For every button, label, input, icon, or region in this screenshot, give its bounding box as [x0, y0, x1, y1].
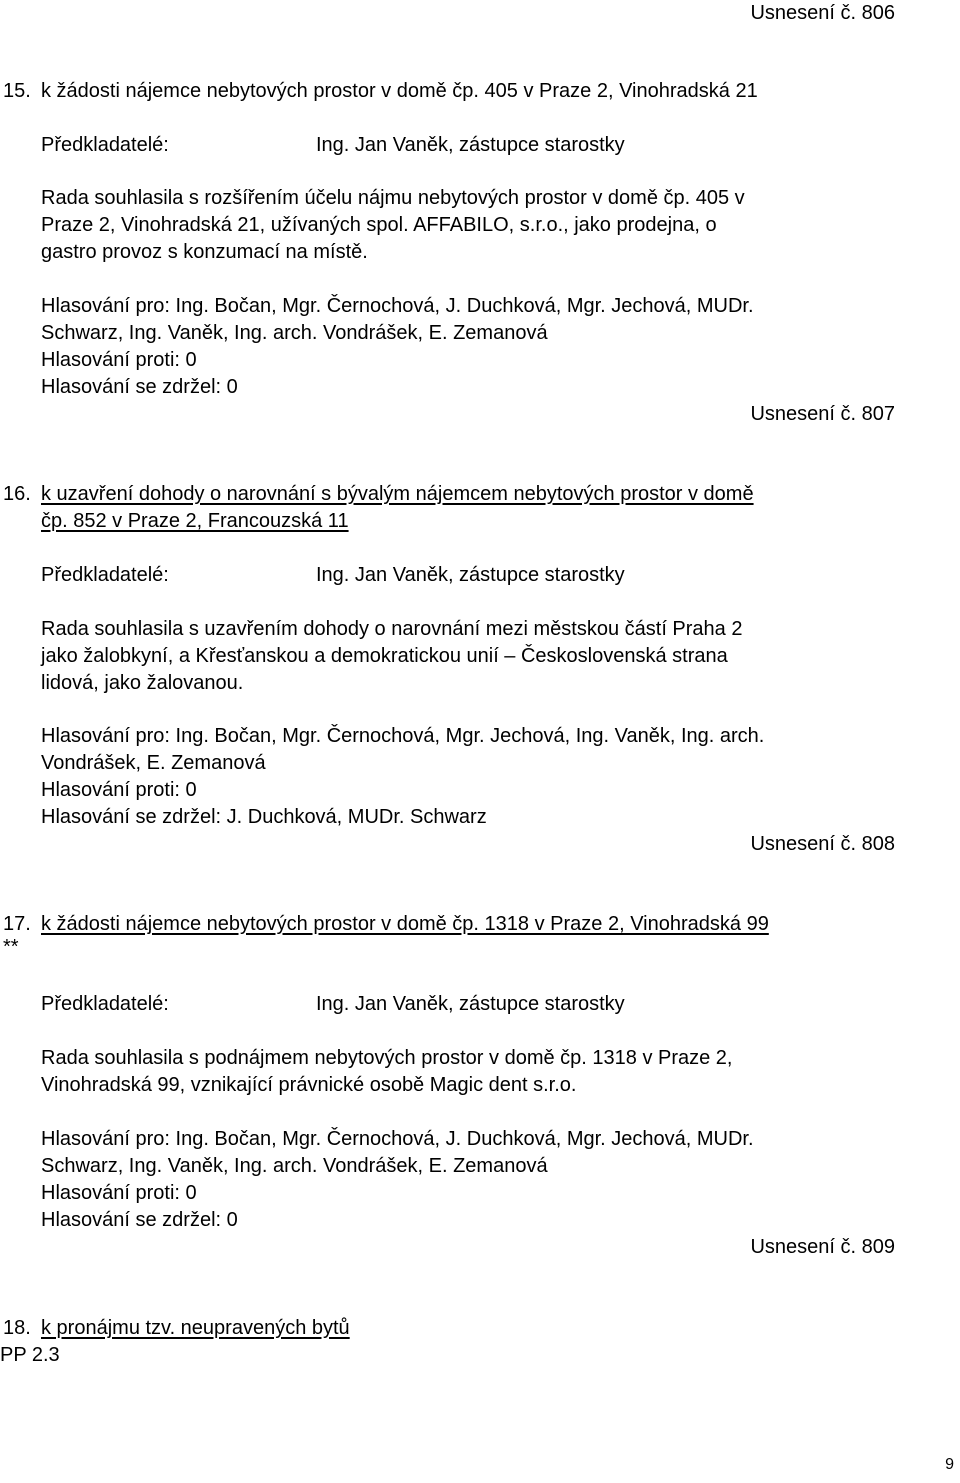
vote-line: Hlasování pro: Ing. Bočan, Mgr. Černochová, Mgr. Jechová, Ing. Vaněk, Ing. arch. [41, 725, 765, 747]
vote-line: Hlasování proti: 0 [41, 779, 197, 801]
resolution-text-line: Vinohradská 99, vznikající právnické osobě Magic dent s.r.o. [41, 1074, 577, 1096]
resolution-number-806: Usnesení č. 806 [750, 2, 895, 24]
item-code: PP 2.3 [0, 1344, 60, 1366]
item-title-16-cont: čp. 852 v Praze 2, Francouzská 11 [41, 510, 349, 532]
presenter-label: Předkladatelé: [41, 993, 169, 1015]
resolution-number-807: Usnesení č. 807 [750, 403, 895, 425]
item-number-15: 15. [3, 80, 31, 102]
resolution-text-line: Praze 2, Vinohradská 21, užívaných spol. AFFABILO, s.r.o., jako prodejna, o [41, 214, 717, 236]
vote-line: Hlasování se zdržel: 0 [41, 1209, 238, 1231]
page-number: 9 [945, 1456, 954, 1473]
resolution-number-808: Usnesení č. 808 [750, 833, 895, 855]
resolution-text-line: jako žalobkyní, a Křesťanskou a demokratickou unií – Československá strana [41, 645, 728, 667]
item-number-17: 17. [3, 913, 31, 935]
item-title-16: k uzavření dohody o narovnání s bývalým nájemcem nebytových prostor v domě [41, 483, 754, 505]
resolution-text-line: Rada souhlasila s rozšířením účelu nájmu nebytových prostor v domě čp. 405 v [41, 187, 745, 209]
vote-line: Hlasování pro: Ing. Bočan, Mgr. Černochová, J. Duchková, Mgr. Jechová, MUDr. [41, 1128, 754, 1150]
vote-line: Vondrášek, E. Zemanová [41, 752, 266, 774]
vote-line: Hlasování proti: 0 [41, 1182, 197, 1204]
item-marker: ** [3, 936, 19, 958]
item-title-15: k žádosti nájemce nebytových prostor v domě čp. 405 v Praze 2, Vinohradská 21 [41, 80, 758, 102]
resolution-text-line: Rada souhlasila s uzavřením dohody o narovnání mezi městskou částí Praha 2 [41, 618, 743, 640]
item-title-17: k žádosti nájemce nebytových prostor v domě čp. 1318 v Praze 2, Vinohradská 99 [41, 913, 769, 935]
vote-line: Schwarz, Ing. Vaněk, Ing. arch. Vondrášek, E. Zemanová [41, 1155, 548, 1177]
presenter-name: Ing. Jan Vaněk, zástupce starostky [316, 993, 625, 1015]
presenter-label: Předkladatelé: [41, 134, 169, 156]
vote-line: Schwarz, Ing. Vaněk, Ing. arch. Vondrášek, E. Zemanová [41, 322, 548, 344]
presenter-name: Ing. Jan Vaněk, zástupce starostky [316, 134, 625, 156]
vote-line: Hlasování se zdržel: 0 [41, 376, 238, 398]
vote-line: Hlasování proti: 0 [41, 349, 197, 371]
vote-line: Hlasování se zdržel: J. Duchková, MUDr. Schwarz [41, 806, 487, 828]
resolution-text-line: gastro provoz s konzumací na místě. [41, 241, 368, 263]
vote-line: Hlasování pro: Ing. Bočan, Mgr. Černochová, J. Duchková, Mgr. Jechová, MUDr. [41, 295, 754, 317]
item-number-16: 16. [3, 483, 31, 505]
resolution-number-809: Usnesení č. 809 [750, 1236, 895, 1258]
item-title-18: k pronájmu tzv. neupravených bytů [41, 1317, 350, 1339]
presenter-label: Předkladatelé: [41, 564, 169, 586]
resolution-text-line: Rada souhlasila s podnájmem nebytových prostor v domě čp. 1318 v Praze 2, [41, 1047, 733, 1069]
resolution-text-line: lidová, jako žalovanou. [41, 672, 244, 694]
item-number-18: 18. [3, 1317, 31, 1339]
presenter-name: Ing. Jan Vaněk, zástupce starostky [316, 564, 625, 586]
